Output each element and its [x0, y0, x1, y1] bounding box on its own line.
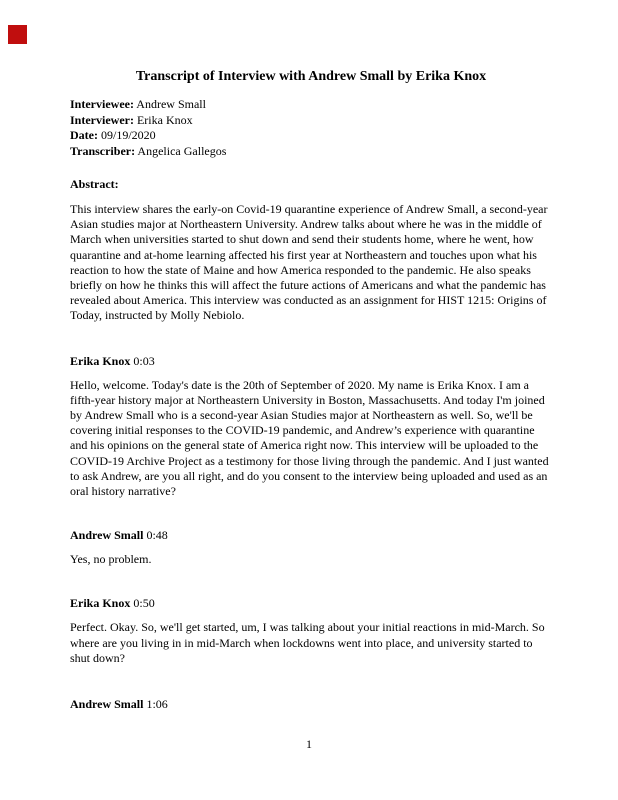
speaker-heading: [70, 596, 552, 611]
meta-transcriber-label: Transcriber:: [70, 143, 136, 158]
meta-interviewer-value: Erika Knox: [133, 112, 193, 127]
meta-date-value: 09/19/2020: [97, 128, 156, 142]
speech-timestamp: 0:03: [130, 353, 155, 368]
speaker-name: Andrew Small: [70, 528, 144, 543]
red-square-marker: [8, 25, 27, 44]
speaker-name: Andrew Small: [70, 697, 144, 712]
speaker-name: Erika Knox: [70, 596, 131, 611]
speaker-heading: [70, 697, 552, 712]
speech-timestamp: 1:06: [143, 697, 168, 712]
meta-interviewer-label: Interviewer:: [70, 112, 134, 127]
speech-paragraph: Perfect. Okay. So, we'll get started, um, I was talking about your initial reactions in mid-March. So where are you living in in mid-March when lockdowns went into place, and university started to shut down?: [70, 620, 545, 665]
meta-date: [70, 128, 552, 144]
abstract-paragraph: This interview shares the early-on Covid-19 quarantine experience of Andrew Small, a second-year Asian studies major at Northeastern University. Andrew talks about where he was in the middle of March when universities started to shut down and send their students home, where he went, how quarantine and at-home learning affected his first year at Northeastern and touches upon what his reaction to how the state of Maine and how America responded to the pandemic. He also speaks briefly on how he thinks this will affect the future actions of Americans and what the pandemic has revealed about America. This interview was conducted as an assignment for HIST 1215: Origins of Today, instructed by Molly Nebiolo.: [70, 202, 548, 323]
page-number: 1: [306, 737, 312, 751]
speech-paragraph: Yes, no problem.: [70, 552, 152, 567]
speech-timestamp: 0:50: [130, 596, 155, 611]
page-title: Transcript of Interview with Andrew Small by Erika Knox: [135, 69, 487, 84]
abstract-heading: Abstract:: [70, 177, 119, 191]
speaker-heading: [70, 528, 552, 543]
meta-interviewer: [70, 113, 552, 129]
speaker-heading: [70, 354, 552, 369]
meta-interviewee-label: Interviewee:: [70, 97, 134, 111]
speaker-name: Erika Knox: [70, 353, 131, 368]
speech-timestamp: 0:48: [143, 528, 168, 543]
interview-metadata: [70, 97, 552, 159]
document-content: [70, 68, 552, 712]
meta-transcriber: [70, 144, 552, 160]
meta-transcriber-value: Angelica Gallegos: [135, 143, 227, 158]
meta-date-label: Date:: [70, 128, 98, 142]
speech-paragraph: Hello, welcome. Today's date is the 20th of September of 2020. My name is Erika Knox. I am a fifth-year history major at Northeastern University in Boston, Massachusetts. And today I'm joined by Andrew Small who is a second-year Asian Studies major at Northeastern as well. So, we'll be covering initial responses to the COVID-19 pandemic, and Andrew’s experience with quarantine and his opinions on the general state of America right now. This interview will be uploaded to the COVID-19 Archive Project as a testimony for those living through the pandemic. And I just wanted to ask Andrew, are you all right, and do you consent to the interview being uploaded and used as an oral history narrative?: [70, 377, 549, 499]
meta-interviewee-value: Andrew Small: [133, 97, 206, 111]
meta-interviewee: [70, 97, 552, 113]
